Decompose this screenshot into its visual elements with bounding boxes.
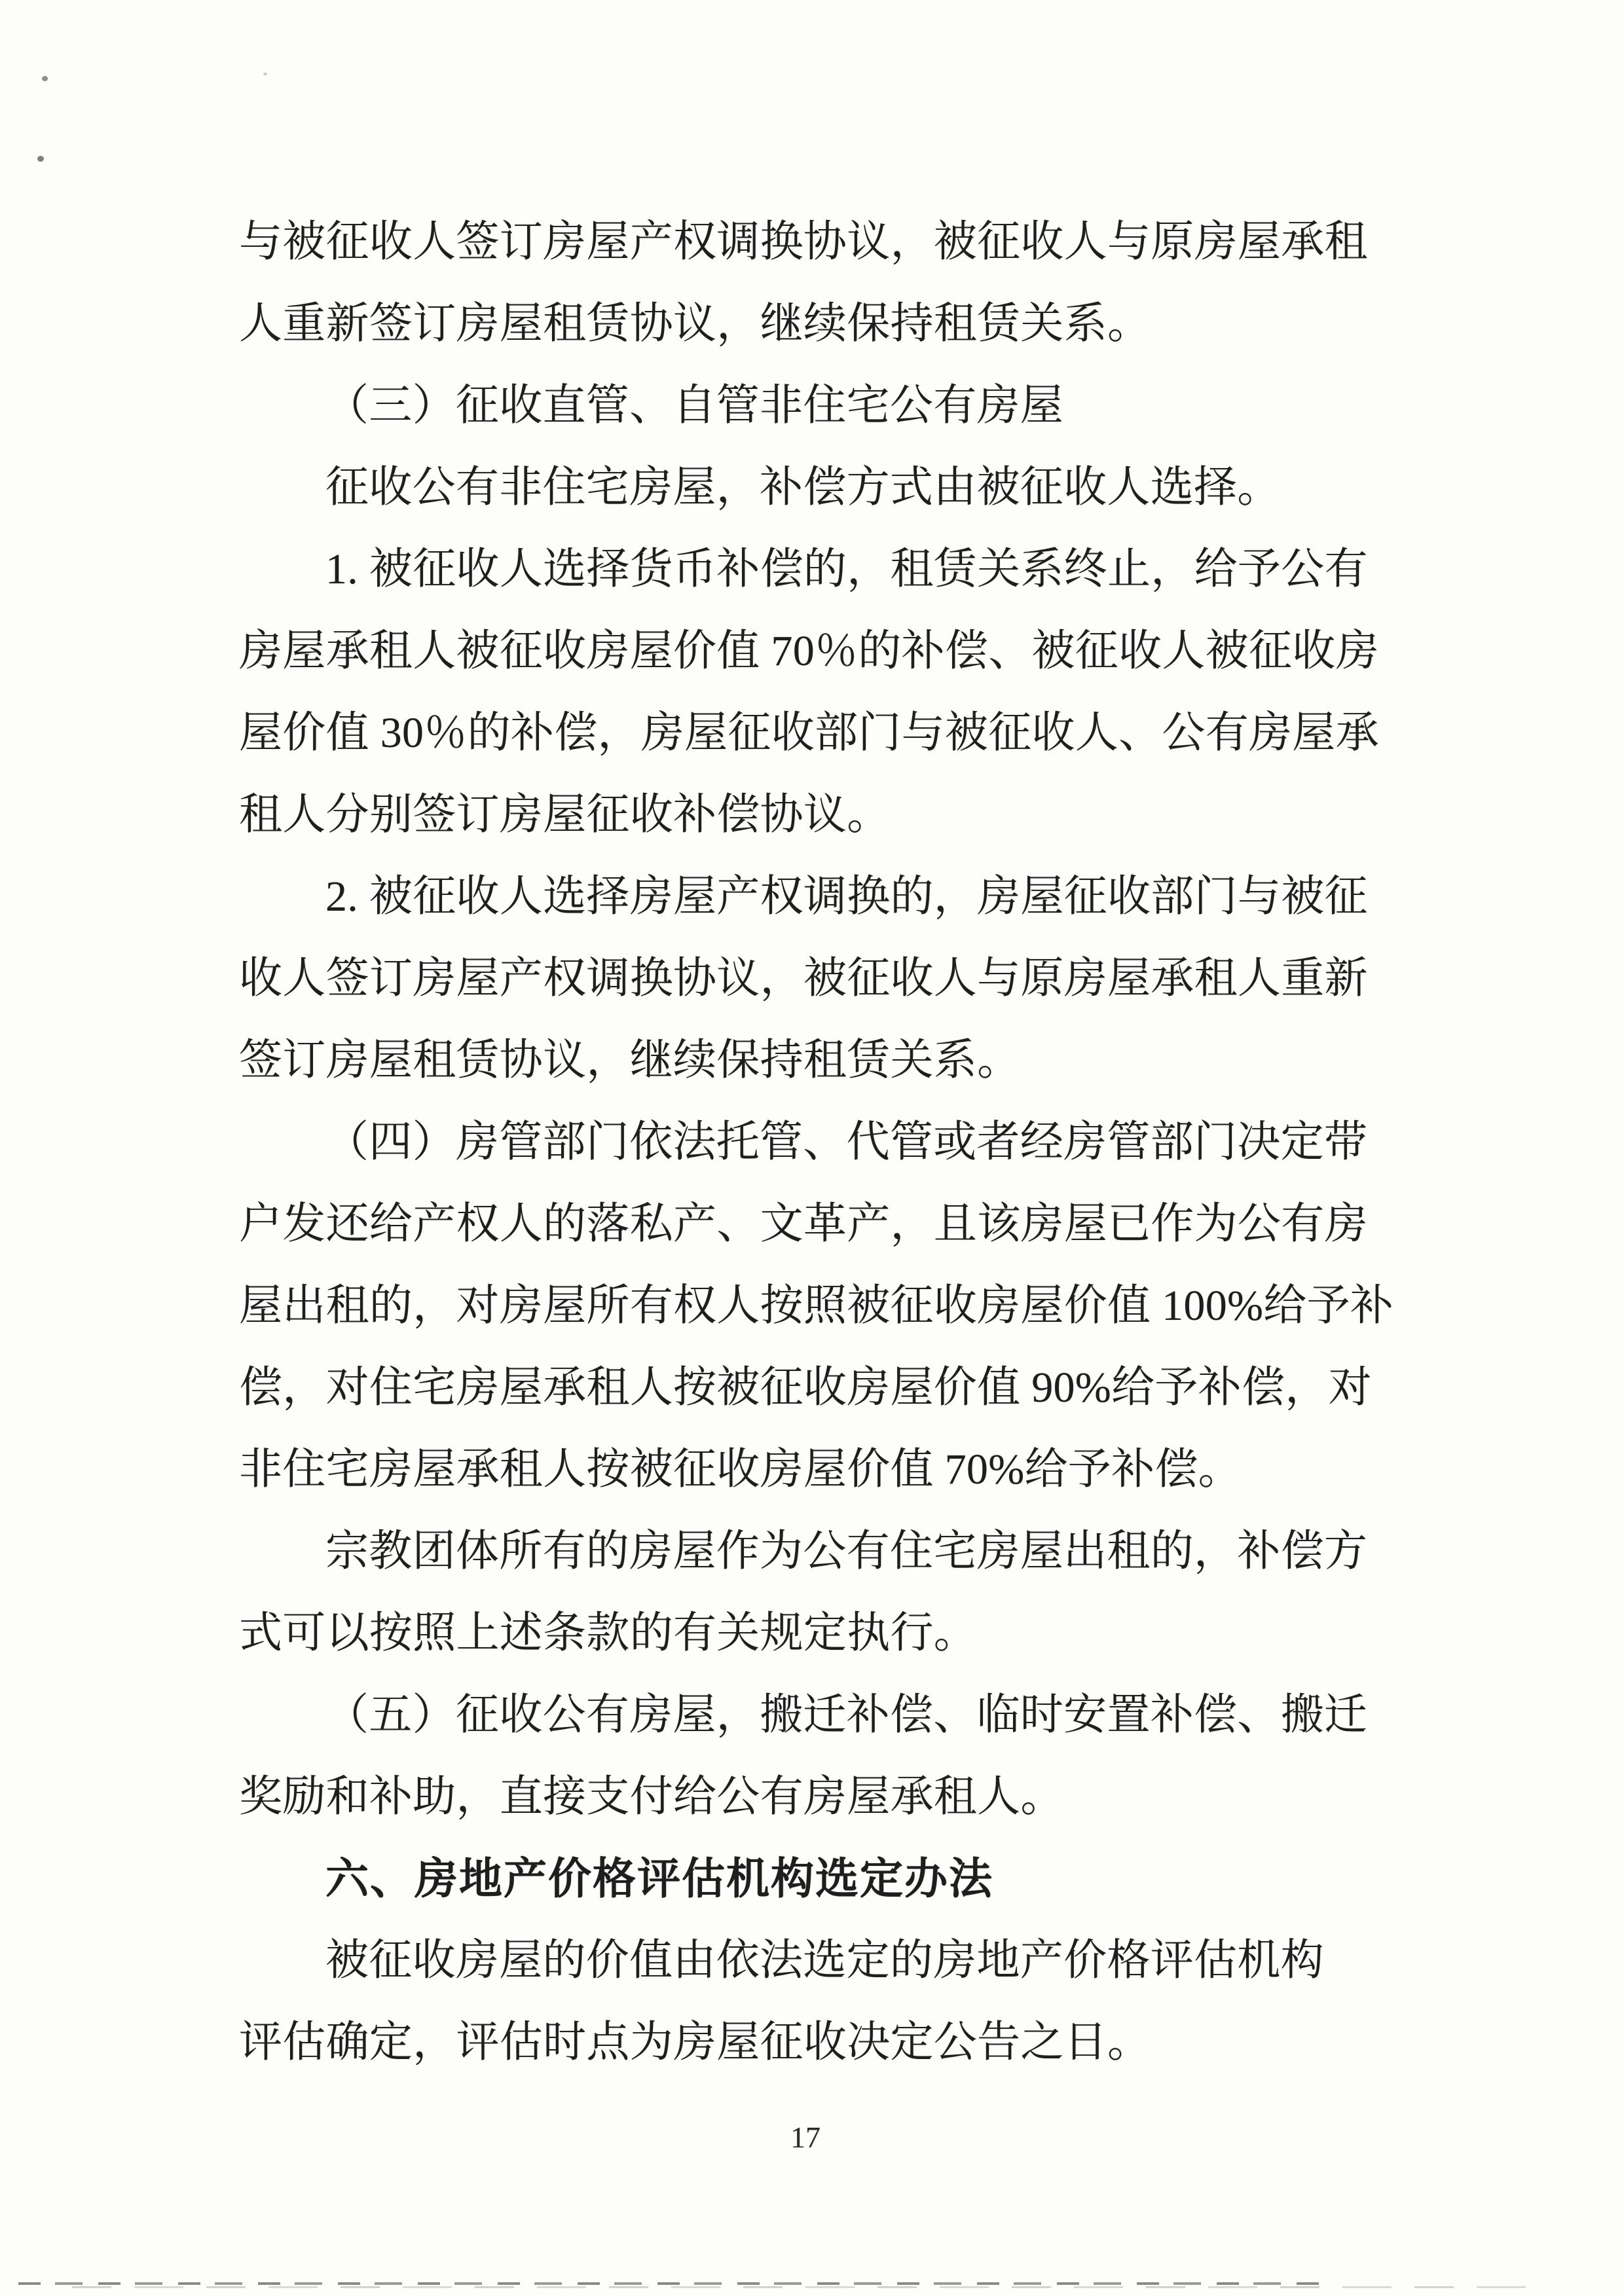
text-line: 被征收房屋的价值由依法选定的房地产价格评估机构 xyxy=(325,1937,1324,1984)
scan-artifact-line xyxy=(18,2282,1325,2285)
text-line: （四）房管部门依法托管、代管或者经房管部门决定带 xyxy=(325,1118,1368,1166)
text-line: 收人签订房屋产权调换协议，被征收人与原房屋承租人重新 xyxy=(239,955,1368,1002)
text-line: 人重新签订房屋租赁协议，继续保持租赁关系。 xyxy=(239,300,1151,348)
text-line: 偿，对住宅房屋承租人按被征收房屋价值 90%给予补偿，对 xyxy=(239,1364,1372,1412)
text-line: 2. 被征收人选择房屋产权调换的，房屋征收部门与被征 xyxy=(325,873,1368,920)
text-line: 房屋承租人被征收房屋价值 70％的补偿、被征收人被征收房 xyxy=(239,627,1379,675)
text-line: 屋出租的，对房屋所有权人按照被征收房屋价值 100%给予补 xyxy=(239,1282,1394,1330)
text-line: （五）征收公有房屋，搬迁补偿、临时安置补偿、搬迁 xyxy=(325,1691,1368,1739)
text-line: 1. 被征收人选择货币补偿的，租赁关系终止，给予公有 xyxy=(325,545,1368,593)
text-line: 与被征收人签订房屋产权调换协议，被征收人与原房屋承租 xyxy=(239,218,1368,266)
text-line: 户发还给产权人的落私产、文革产，且该房屋已作为公有房 xyxy=(239,1200,1368,1248)
text-line: 奖励和补助，直接支付给公有房屋承租人。 xyxy=(239,1773,1064,1821)
body-text xyxy=(239,201,1394,2083)
text-line: 非住宅房屋承租人按被征收房屋价值 70%给予补偿。 xyxy=(239,1446,1242,1493)
text-line: 评估确定，评估时点为房屋征收决定公告之日。 xyxy=(239,2018,1151,2066)
text-line: 屋价值 30％的补偿，房屋征收部门与被征收人、公有房屋承 xyxy=(239,709,1379,757)
scan-speck xyxy=(42,76,48,81)
text-line: 宗教团体所有的房屋作为公有住宅房屋出租的，补偿方 xyxy=(325,1527,1368,1575)
scan-artifact-line xyxy=(72,2286,1545,2288)
text-line: 签订房屋租赁协议，继续保持租赁关系。 xyxy=(239,1036,1021,1084)
page-number: 17 xyxy=(790,2121,821,2154)
section-heading: 六、房地产价格评估机构选定办法 xyxy=(325,1854,993,1903)
scan-speck xyxy=(37,156,44,162)
text-line: 租人分别签订房屋征收补偿协议。 xyxy=(239,791,891,839)
text-line: （三）征收直管、自管非住宅公有房屋 xyxy=(325,382,1064,429)
text-line: 式可以按照上述条款的有关规定执行。 xyxy=(239,1609,978,1657)
scan-speck xyxy=(263,73,267,75)
text-line: 征收公有非住宅房屋，补偿方式由被征收人选择。 xyxy=(325,464,1281,511)
